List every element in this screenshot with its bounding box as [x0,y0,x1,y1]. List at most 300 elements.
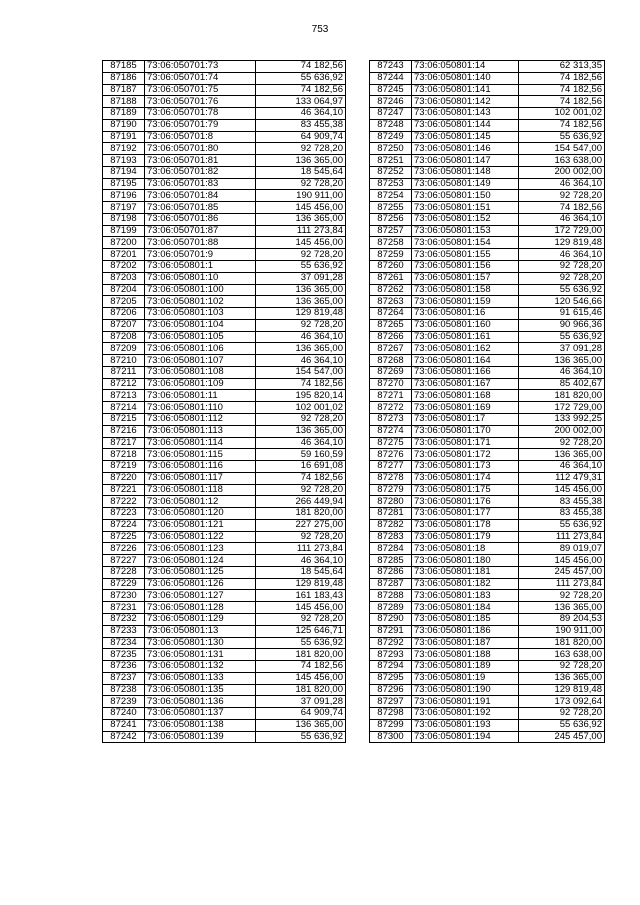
table-row [103,672,346,684]
table-row [370,566,605,578]
cadastral-number-cell: 73:06:050801:12 [145,496,256,508]
value-cell: 136 365,00 [256,296,346,308]
value-cell: 55 636,92 [519,519,605,531]
cadastral-number-cell: 73:06:050801:192 [412,708,519,720]
row-number-cell: 87280 [370,496,412,508]
row-number-cell: 87238 [103,684,145,696]
cadastral-number-cell: 73:06:050801:132 [145,661,256,673]
row-number-cell: 87299 [370,719,412,731]
table-row [370,637,605,649]
table-row [103,72,346,84]
row-number-cell: 87197 [103,202,145,214]
value-cell: 74 182,56 [256,378,346,390]
cadastral-number-cell: 73:06:050801:16 [412,308,519,320]
table-row [103,249,346,261]
cadastral-number-cell: 73:06:050801:117 [145,472,256,484]
value-cell: 64 909,74 [256,131,346,143]
cadastral-number-cell: 73:06:050801:178 [412,519,519,531]
row-number-cell: 87269 [370,366,412,378]
cadastral-number-cell: 73:06:050801:112 [145,413,256,425]
table-row [103,178,346,190]
cadastral-number-cell: 73:06:050801:148 [412,166,519,178]
cadastral-number-cell: 73:06:050801:186 [412,625,519,637]
row-number-cell: 87261 [370,272,412,284]
value-cell: 89 019,07 [519,543,605,555]
cadastral-number-cell: 73:06:050701:83 [145,178,256,190]
cadastral-number-cell: 73:06:050801:175 [412,484,519,496]
value-cell: 145 456,00 [256,202,346,214]
table-row [103,319,346,331]
table-row [103,166,346,178]
table-row [103,566,346,578]
row-number-cell: 87223 [103,508,145,520]
table-row [370,508,605,520]
row-number-cell: 87224 [103,519,145,531]
table-row [370,61,605,73]
value-cell: 92 728,20 [519,708,605,720]
row-number-cell: 87218 [103,449,145,461]
cadastral-number-cell: 73:06:050801:125 [145,566,256,578]
cadastral-number-cell: 73:06:050801:100 [145,284,256,296]
row-number-cell: 87265 [370,319,412,331]
row-number-cell: 87288 [370,590,412,602]
table-row [370,472,605,484]
cadastral-number-cell: 73:06:050801:120 [145,508,256,520]
value-cell: 145 456,00 [256,672,346,684]
table-row [103,84,346,96]
cadastral-number-cell: 73:06:050801:174 [412,472,519,484]
cadastral-number-cell: 73:06:050801:123 [145,543,256,555]
cadastral-number-cell: 73:06:050801:184 [412,602,519,614]
value-cell: 181 820,00 [256,508,346,520]
cadastral-number-cell: 73:06:050801:143 [412,108,519,120]
row-number-cell: 87242 [103,731,145,743]
value-cell: 92 728,20 [256,613,346,625]
row-number-cell: 87253 [370,178,412,190]
cadastral-number-cell: 73:06:050801:127 [145,590,256,602]
value-cell: 145 456,00 [256,237,346,249]
table-row [370,708,605,720]
value-cell: 55 636,92 [519,131,605,143]
row-number-cell: 87297 [370,696,412,708]
value-cell: 55 636,92 [256,72,346,84]
cadastral-number-cell: 73:06:050801:140 [412,72,519,84]
cadastral-number-cell: 73:06:050701:84 [145,190,256,202]
value-cell: 59 160,59 [256,449,346,461]
table-row [103,461,346,473]
value-cell: 266 449,94 [256,496,346,508]
value-cell: 136 365,00 [519,672,605,684]
value-cell: 92 728,20 [519,190,605,202]
value-cell: 74 182,56 [256,661,346,673]
table-row [370,390,605,402]
cadastral-number-cell: 73:06:050801:136 [145,696,256,708]
table-row [103,261,346,273]
row-number-cell: 87256 [370,213,412,225]
cadastral-number-cell: 73:06:050801:135 [145,684,256,696]
table-row [103,402,346,414]
value-cell: 92 728,20 [519,272,605,284]
table-row [370,308,605,320]
cadastral-table-right [369,60,605,743]
cadastral-number-cell: 73:06:050801:164 [412,355,519,367]
value-cell: 92 728,20 [256,484,346,496]
value-cell: 74 182,56 [519,202,605,214]
value-cell: 111 273,84 [519,578,605,590]
value-cell: 136 365,00 [256,425,346,437]
row-number-cell: 87217 [103,437,145,449]
value-cell: 136 365,00 [519,602,605,614]
cadastral-number-cell: 73:06:050701:8 [145,131,256,143]
value-cell: 37 091,28 [519,343,605,355]
value-cell: 74 182,56 [519,72,605,84]
table-row [370,143,605,155]
cadastral-number-cell: 73:06:050801:131 [145,649,256,661]
cadastral-number-cell: 73:06:050801:110 [145,402,256,414]
table-row [103,96,346,108]
value-cell: 154 547,00 [519,143,605,155]
cadastral-number-cell: 73:06:050801:173 [412,461,519,473]
table-row [370,731,605,743]
value-cell: 92 728,20 [256,249,346,261]
cadastral-number-cell: 73:06:050801:10 [145,272,256,284]
row-number-cell: 87213 [103,390,145,402]
row-number-cell: 87205 [103,296,145,308]
value-cell: 74 182,56 [519,96,605,108]
row-number-cell: 87271 [370,390,412,402]
row-number-cell: 87220 [103,472,145,484]
value-cell: 129 819,48 [256,308,346,320]
table-row [103,543,346,555]
row-number-cell: 87263 [370,296,412,308]
value-cell: 136 365,00 [256,343,346,355]
table-row [370,684,605,696]
table-row [370,425,605,437]
table-row [370,272,605,284]
cadastral-number-cell: 73:06:050801:150 [412,190,519,202]
cadastral-number-cell: 73:06:050701:73 [145,61,256,73]
row-number-cell: 87282 [370,519,412,531]
row-number-cell: 87276 [370,449,412,461]
table-row [103,708,346,720]
cadastral-number-cell: 73:06:050801:176 [412,496,519,508]
cadastral-number-cell: 73:06:050801:158 [412,284,519,296]
table-row [370,319,605,331]
row-number-cell: 87293 [370,649,412,661]
value-cell: 129 819,48 [519,237,605,249]
row-number-cell: 87259 [370,249,412,261]
cadastral-number-cell: 73:06:050801:190 [412,684,519,696]
row-number-cell: 87198 [103,213,145,225]
value-cell: 46 364,10 [256,331,346,343]
cadastral-number-cell: 73:06:050801:114 [145,437,256,449]
row-number-cell: 87281 [370,508,412,520]
table-row [103,343,346,355]
table-row [370,449,605,461]
cadastral-number-cell: 73:06:050801:118 [145,484,256,496]
row-number-cell: 87244 [370,72,412,84]
cadastral-number-cell: 73:06:050801:141 [412,84,519,96]
value-cell: 173 092,64 [519,696,605,708]
table-row [370,649,605,661]
cadastral-table-left [102,60,346,743]
value-cell: 46 364,10 [519,366,605,378]
row-number-cell: 87260 [370,261,412,273]
value-cell: 129 819,48 [256,578,346,590]
cadastral-number-cell: 73:06:050801:170 [412,425,519,437]
table-row [370,613,605,625]
value-cell: 200 002,00 [519,166,605,178]
value-cell: 120 546,66 [519,296,605,308]
value-cell: 92 728,20 [256,319,346,331]
cadastral-number-cell: 73:06:050701:74 [145,72,256,84]
value-cell: 62 313,35 [519,61,605,73]
table-row [370,225,605,237]
value-cell: 200 002,00 [519,425,605,437]
cadastral-number-cell: 73:06:050801:149 [412,178,519,190]
cadastral-number-cell: 73:06:050801:107 [145,355,256,367]
value-cell: 163 638,00 [519,649,605,661]
row-number-cell: 87289 [370,602,412,614]
cadastral-number-cell: 73:06:050801:138 [145,719,256,731]
table-row [103,366,346,378]
table-row [103,508,346,520]
cadastral-number-cell: 73:06:050801:159 [412,296,519,308]
value-cell: 92 728,20 [519,437,605,449]
value-cell: 92 728,20 [256,178,346,190]
row-number-cell: 87290 [370,613,412,625]
table-row [370,237,605,249]
value-cell: 136 365,00 [256,213,346,225]
cadastral-number-cell: 73:06:050801:115 [145,449,256,461]
cadastral-number-cell: 73:06:050801:144 [412,119,519,131]
cadastral-number-cell: 73:06:050801:104 [145,319,256,331]
value-cell: 245 457,00 [519,566,605,578]
table-row [103,731,346,743]
row-number-cell: 87191 [103,131,145,143]
row-number-cell: 87212 [103,378,145,390]
table-row [370,413,605,425]
value-cell: 111 273,84 [519,531,605,543]
table-row [103,143,346,155]
table-row [103,190,346,202]
row-number-cell: 87287 [370,578,412,590]
value-cell: 55 636,92 [256,731,346,743]
row-number-cell: 87295 [370,672,412,684]
value-cell: 83 455,38 [256,119,346,131]
row-number-cell: 87229 [103,578,145,590]
table-row [103,449,346,461]
table-row [103,472,346,484]
value-cell: 46 364,10 [519,249,605,261]
value-cell: 92 728,20 [519,661,605,673]
table-row [370,402,605,414]
value-cell: 64 909,74 [256,708,346,720]
cadastral-number-cell: 73:06:050801:122 [145,531,256,543]
table-row [370,131,605,143]
table-row [370,496,605,508]
cadastral-number-cell: 73:06:050701:81 [145,155,256,167]
cadastral-number-cell: 73:06:050801:102 [145,296,256,308]
value-cell: 18 545,64 [256,166,346,178]
table-row [103,661,346,673]
table-row [103,413,346,425]
cadastral-number-cell: 73:06:050801:113 [145,425,256,437]
table-row [370,519,605,531]
table-row [370,249,605,261]
cadastral-number-cell: 73:06:050801:180 [412,555,519,567]
row-number-cell: 87221 [103,484,145,496]
table-row [370,96,605,108]
value-cell: 163 638,00 [519,155,605,167]
row-number-cell: 87227 [103,555,145,567]
row-number-cell: 87278 [370,472,412,484]
table-row [370,437,605,449]
row-number-cell: 87264 [370,308,412,320]
table-row [370,590,605,602]
row-number-cell: 87208 [103,331,145,343]
value-cell: 145 456,00 [519,484,605,496]
row-number-cell: 87196 [103,190,145,202]
cadastral-number-cell: 73:06:050801:183 [412,590,519,602]
cadastral-number-cell: 73:06:050801:128 [145,602,256,614]
page-number: 753 [311,24,329,35]
value-cell: 181 820,00 [256,684,346,696]
value-cell: 89 204,53 [519,613,605,625]
value-cell: 83 455,38 [519,496,605,508]
cadastral-number-cell: 73:06:050801:121 [145,519,256,531]
row-number-cell: 87296 [370,684,412,696]
row-number-cell: 87258 [370,237,412,249]
table-row [370,296,605,308]
value-cell: 172 729,00 [519,225,605,237]
cadastral-number-cell: 73:06:050801:191 [412,696,519,708]
row-number-cell: 87292 [370,637,412,649]
row-number-cell: 87202 [103,261,145,273]
row-number-cell: 87207 [103,319,145,331]
row-number-cell: 87286 [370,566,412,578]
value-cell: 74 182,56 [256,61,346,73]
value-cell: 102 001,02 [256,402,346,414]
table-row [370,484,605,496]
value-cell: 46 364,10 [256,437,346,449]
cadastral-number-cell: 73:06:050801:129 [145,613,256,625]
cadastral-number-cell: 73:06:050701:80 [145,143,256,155]
row-number-cell: 87195 [103,178,145,190]
table-row [103,202,346,214]
value-cell: 133 064,97 [256,96,346,108]
table-row [370,543,605,555]
table-row [370,719,605,731]
cadastral-number-cell: 73:06:050801:116 [145,461,256,473]
table-row [370,331,605,343]
row-number-cell: 87274 [370,425,412,437]
value-cell: 46 364,10 [256,555,346,567]
table-row [370,602,605,614]
cadastral-number-cell: 73:06:050801:108 [145,366,256,378]
value-cell: 195 820,14 [256,390,346,402]
cadastral-number-cell: 73:06:050801:187 [412,637,519,649]
value-cell: 92 728,20 [256,143,346,155]
row-number-cell: 87215 [103,413,145,425]
table-row [370,190,605,202]
value-cell: 181 820,00 [519,637,605,649]
table-row [103,225,346,237]
cadastral-number-cell: 73:06:050801:147 [412,155,519,167]
table-row [370,578,605,590]
cadastral-number-cell: 73:06:050801:19 [412,672,519,684]
cadastral-number-cell: 73:06:050801:17 [412,413,519,425]
row-number-cell: 87193 [103,155,145,167]
cadastral-number-cell: 73:06:050701:82 [145,166,256,178]
value-cell: 46 364,10 [256,355,346,367]
cadastral-number-cell: 73:06:050801:167 [412,378,519,390]
row-number-cell: 87204 [103,284,145,296]
value-cell: 92 728,20 [256,531,346,543]
value-cell: 55 636,92 [519,331,605,343]
row-number-cell: 87214 [103,402,145,414]
cadastral-number-cell: 73:06:050801:162 [412,343,519,355]
table-row [103,684,346,696]
row-number-cell: 87245 [370,84,412,96]
row-number-cell: 87199 [103,225,145,237]
cadastral-number-cell: 73:06:050701:9 [145,249,256,261]
table-row [103,119,346,131]
row-number-cell: 87228 [103,566,145,578]
table-row [370,166,605,178]
table-row [103,555,346,567]
row-number-cell: 87240 [103,708,145,720]
row-number-cell: 87230 [103,590,145,602]
value-cell: 181 820,00 [256,649,346,661]
table-row [103,613,346,625]
cadastral-number-cell: 73:06:050801:109 [145,378,256,390]
cadastral-number-cell: 73:06:050801:161 [412,331,519,343]
cadastral-number-cell: 73:06:050701:75 [145,84,256,96]
value-cell: 46 364,10 [519,178,605,190]
value-cell: 74 182,56 [256,84,346,96]
cadastral-number-cell: 73:06:050801:146 [412,143,519,155]
row-number-cell: 87241 [103,719,145,731]
row-number-cell: 87250 [370,143,412,155]
table-row [370,661,605,673]
table-row [370,555,605,567]
table-row [103,355,346,367]
table-row [103,437,346,449]
row-number-cell: 87272 [370,402,412,414]
value-cell: 55 636,92 [519,284,605,296]
table-row [370,108,605,120]
cadastral-number-cell: 73:06:050801:193 [412,719,519,731]
cadastral-number-cell: 73:06:050801:133 [145,672,256,684]
cadastral-number-cell: 73:06:050701:88 [145,237,256,249]
table-row [103,625,346,637]
value-cell: 181 820,00 [519,390,605,402]
row-number-cell: 87225 [103,531,145,543]
cadastral-number-cell: 73:06:050801:156 [412,261,519,273]
cadastral-number-cell: 73:06:050801:145 [412,131,519,143]
value-cell: 55 636,92 [519,719,605,731]
row-number-cell: 87206 [103,308,145,320]
value-cell: 92 728,20 [519,590,605,602]
table-row [103,284,346,296]
row-number-cell: 87243 [370,61,412,73]
row-number-cell: 87232 [103,613,145,625]
cadastral-number-cell: 73:06:050701:76 [145,96,256,108]
table-row [370,696,605,708]
table-row [103,61,346,73]
row-number-cell: 87246 [370,96,412,108]
